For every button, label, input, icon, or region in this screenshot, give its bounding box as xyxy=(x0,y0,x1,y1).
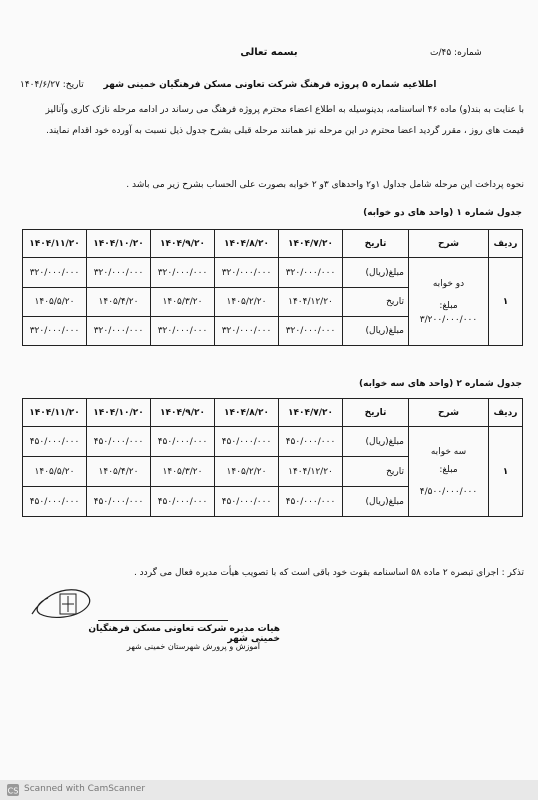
date-cell: ۱۴۰۵/۲/۲۰ xyxy=(215,288,279,317)
row-number: ۱ xyxy=(489,427,523,517)
header-cell: شرح xyxy=(409,399,489,427)
board-signature: هیات مدیره شرکت تعاونی مسکن فرهنگیان خمینی شهر xyxy=(88,624,280,644)
bismillah: بسمه تعالی xyxy=(240,47,298,58)
row-number: ۱ xyxy=(489,258,523,346)
table-row xyxy=(23,258,523,288)
paragraph-1: با عنایت به بند(و) ماده ۴۶ اساسنامه، بدینوسیله به اطلاع اعضاء محترم پروژه فرهنگ می رساند در ادامه مرحله نازک کاری وآنالیز xyxy=(45,105,524,115)
amount-cell: ۴۵۰/۰۰۰/۰۰۰ xyxy=(279,427,343,457)
amount-cell: ۴۵۰/۰۰۰/۰۰۰ xyxy=(23,427,87,457)
date-label: تاریخ xyxy=(343,457,409,487)
unit-type: سه خوابه xyxy=(430,446,467,457)
table-header-row xyxy=(23,230,523,258)
amount-cell: ۳۲۰/۰۰۰/۰۰۰ xyxy=(215,317,279,346)
payment-table-two-bedroom xyxy=(22,229,523,346)
amount-label: مبلغ(ریال) xyxy=(343,427,409,457)
svg-text:CS: CS xyxy=(7,786,19,796)
amount-cell: ۳۲۰/۰۰۰/۰۰۰ xyxy=(87,258,151,288)
amount-cell: ۴۵۰/۰۰۰/۰۰۰ xyxy=(87,427,151,457)
amount-cell: ۳۲۰/۰۰۰/۰۰۰ xyxy=(23,258,87,288)
amount-cell: ۴۵۰/۰۰۰/۰۰۰ xyxy=(151,487,215,517)
scanner-watermark: Scanned with CamScanner xyxy=(24,784,146,794)
unit-type: دو خوابه xyxy=(432,278,465,289)
header-cell: ۱۴۰۴/۷/۲۰ xyxy=(279,399,343,427)
amount-cell: ۳۲۰/۰۰۰/۰۰۰ xyxy=(151,258,215,288)
header-cell: ۱۴۰۴/۱۰/۲۰ xyxy=(87,399,151,427)
amount-cell: ۳۲۰/۰۰۰/۰۰۰ xyxy=(151,317,215,346)
payment-table-three-bedroom xyxy=(22,398,523,517)
header-cell: ۱۴۰۴/۹/۲۰ xyxy=(151,230,215,258)
header-cell: ۱۴۰۴/۷/۲۰ xyxy=(279,230,343,258)
header-cell: ۱۴۰۴/۱۰/۲۰ xyxy=(87,230,151,258)
total-amount: ۳/۲۰۰/۰۰۰/۰۰۰ xyxy=(419,314,478,325)
header-cell: تاریخ xyxy=(343,399,409,427)
amount-cell: ۴۵۰/۰۰۰/۰۰۰ xyxy=(279,487,343,517)
amount-cell: ۴۵۰/۰۰۰/۰۰۰ xyxy=(215,427,279,457)
amount-cell: ۴۵۰/۰۰۰/۰۰۰ xyxy=(215,487,279,517)
paragraph-3: نحوه پرداخت این مرحله شامل جداول ۱و۲ واحدهای ۳و ۲ خوابه بصورت علی الحساب بشرح زیر می باشد . xyxy=(126,180,524,190)
amount-label: مبلغ(ریال) xyxy=(343,317,409,346)
header-cell: ۱۴۰۴/۹/۲۰ xyxy=(151,399,215,427)
date-label: تاریخ xyxy=(343,288,409,317)
amount-cell: ۳۲۰/۰۰۰/۰۰۰ xyxy=(23,317,87,346)
letter-date: تاریخ: ۱۴۰۴/۶/۲۷ xyxy=(20,80,84,90)
amount-cell: ۴۵۰/۰۰۰/۰۰۰ xyxy=(151,427,215,457)
amount-label: مبلغ(ریال) xyxy=(343,258,409,288)
total-amount-label: مبلغ: xyxy=(439,300,458,311)
row-description xyxy=(409,258,489,346)
amount-label: مبلغ(ریال) xyxy=(343,487,409,517)
stamp-mark xyxy=(62,596,74,612)
scanner-footer xyxy=(0,780,538,800)
note-text: تذکر : اجرای تبصره ۲ ماده ۵۸ اساسنامه بقوت خود باقی است که با تصویب هیأت مدیره فعال می گردد . xyxy=(133,568,524,578)
table-row xyxy=(23,427,523,457)
signature-underline xyxy=(98,610,228,621)
amount-cell: ۳۲۰/۰۰۰/۰۰۰ xyxy=(87,317,151,346)
date-cell: ۱۴۰۵/۳/۲۰ xyxy=(151,288,215,317)
header-cell: ۱۴۰۴/۸/۲۰ xyxy=(215,399,279,427)
header-cell: تاریخ xyxy=(343,230,409,258)
date-cell: ۱۴۰۵/۲/۲۰ xyxy=(215,457,279,487)
date-cell: ۱۴۰۵/۴/۲۰ xyxy=(87,288,151,317)
date-cell: ۱۴۰۵/۴/۲۰ xyxy=(87,457,151,487)
header-cell: ۱۴۰۴/۱۱/۲۰ xyxy=(23,230,87,258)
date-cell: ۱۴۰۵/۳/۲۰ xyxy=(151,457,215,487)
header-cell: شرح xyxy=(409,230,489,258)
amount-cell: ۳۲۰/۰۰۰/۰۰۰ xyxy=(279,317,343,346)
table-header-row xyxy=(23,399,523,427)
stamp-caption: آموزش و پرورش شهرستان خمینی شهر xyxy=(126,642,260,651)
paragraph-2: قیمت های روز ، مقرر گردید اعضا محترم در این مرحله نیز همانند مرحله قبلی بشرح جدول ذیل نسبت به آورده خود اقدام نمایند. xyxy=(46,126,524,136)
header-cell: ردیف xyxy=(489,230,523,258)
row-description xyxy=(409,427,489,517)
date-cell: ۱۴۰۴/۱۲/۲۰ xyxy=(279,288,343,317)
header-cell: ردیف xyxy=(489,399,523,427)
amount-cell: ۴۵۰/۰۰۰/۰۰۰ xyxy=(23,487,87,517)
company-stamp xyxy=(28,578,98,630)
total-amount-label: مبلغ: xyxy=(439,464,458,475)
amount-cell: ۴۵۰/۰۰۰/۰۰۰ xyxy=(87,487,151,517)
page-title: اطلاعیه شماره ۵ پروژه فرهنگ شرکت تعاونی مسکن فرهنگیان خمینی شهر xyxy=(103,80,437,90)
table1-caption: جدول شماره ۱ (واحد های دو خوابه) xyxy=(363,208,522,218)
total-amount: ۴/۵۰۰/۰۰۰/۰۰۰ xyxy=(419,486,478,497)
table2-caption: جدول شماره ۲ (واحد های سه خوابه) xyxy=(359,379,522,389)
amount-cell: ۳۲۰/۰۰۰/۰۰۰ xyxy=(215,258,279,288)
camscanner-logo-icon xyxy=(6,783,20,797)
date-cell: ۱۴۰۵/۵/۲۰ xyxy=(23,457,87,487)
header-cell: ۱۴۰۴/۸/۲۰ xyxy=(215,230,279,258)
letter-number: شماره: ۴۵/ت xyxy=(430,48,482,58)
amount-cell: ۳۲۰/۰۰۰/۰۰۰ xyxy=(279,258,343,288)
date-cell: ۱۴۰۴/۱۲/۲۰ xyxy=(279,457,343,487)
date-cell: ۱۴۰۵/۵/۲۰ xyxy=(23,288,87,317)
header-cell: ۱۴۰۴/۱۱/۲۰ xyxy=(23,399,87,427)
